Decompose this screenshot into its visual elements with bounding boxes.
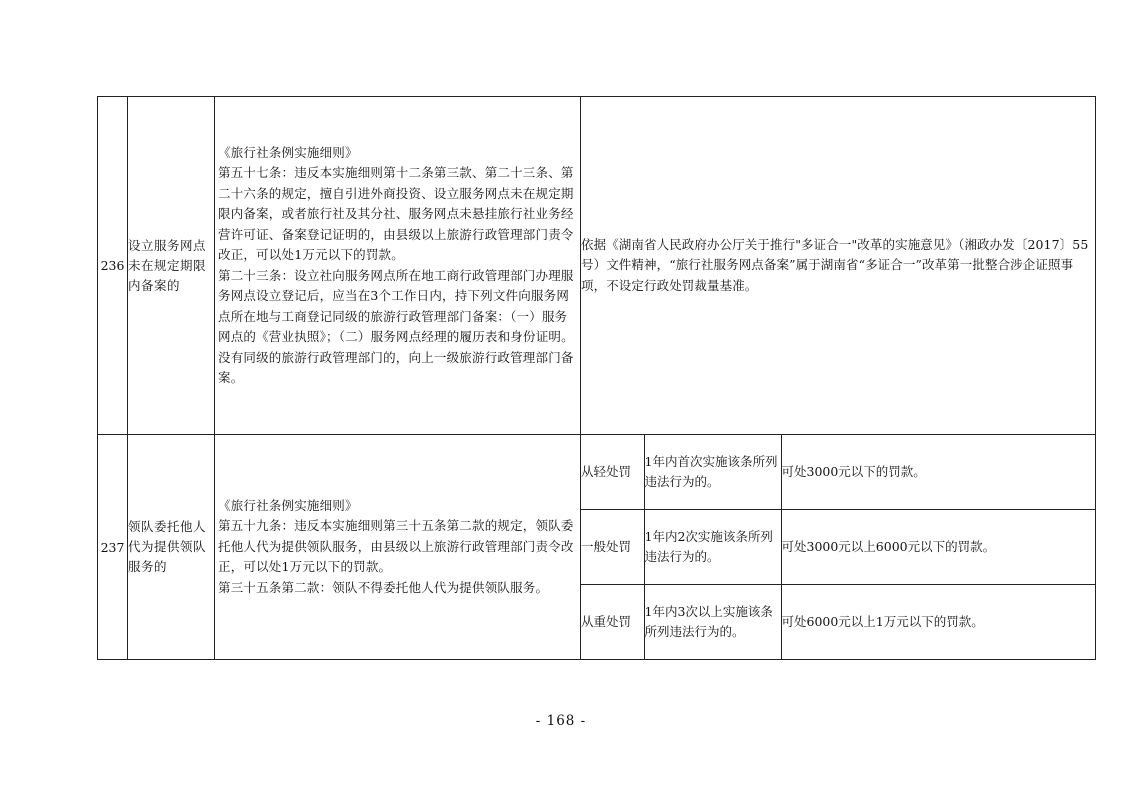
legal-basis-paragraph: 没有同级的旅游行政管理部门的，向上一级旅游行政管理部门备案。 bbox=[218, 349, 574, 385]
penalty-level: 从轻处罚 bbox=[581, 435, 644, 509]
penalty-level: 从重处罚 bbox=[581, 614, 632, 630]
discretion-levels-table bbox=[581, 435, 1096, 659]
penalty-amount: 可处3000元以上6000元以下的罚款。 bbox=[781, 509, 1096, 584]
discretion-level-row bbox=[581, 435, 1096, 509]
penalty-condition: 1年内首次实施该条所列违法行为的。 bbox=[644, 435, 781, 509]
discretion-level-row bbox=[581, 585, 1096, 659]
legal-basis-paragraph: 第二十三条：设立社向服务网点所在地工商行政管理部门办理服务网点设立登记后，应当在3个工作日内，持下列文件向服务网点所在地与工商登记同级的旅游行政管理部门备案：（一）服务网点的《营业执照》；（二）服务网点经理的履历表和身份证明。 bbox=[218, 267, 574, 344]
penalty-level: 一般处罚 bbox=[581, 509, 644, 584]
violation-name: 设立服务网点未在规定期限内备案的 bbox=[128, 97, 215, 435]
discretion-level-row bbox=[581, 509, 1096, 584]
discretion-levels-cell bbox=[581, 435, 1096, 660]
page-number: - 168 - bbox=[535, 713, 587, 729]
penalty-amount: 可处3000元以下的罚款。 bbox=[781, 435, 1096, 509]
penalty-condition: 1年内2次实施该条所列违法行为的。 bbox=[644, 509, 781, 584]
legal-basis-paragraph: 第五十七条：违反本实施细则第十二条第三款、第二十三条、第二十六条的规定，擅自引进外商投资、设立服务网点未在规定期限内备案，或者旅行社及其分社、服务网点未悬挂旅行社业务经营许可证、备案登记证明的，由县级以上旅游行政管理部门责令改正，可以处1万元以下的罚款。 bbox=[218, 165, 574, 262]
table-row bbox=[98, 97, 1096, 435]
legal-basis-paragraph: 第五十九条：违反本实施细则第三十五条第二款的规定，领队委托他人代为提供领队服务，由县级以上旅游行政管理部门责令改正，可以处1万元以下的罚款。 bbox=[218, 518, 574, 575]
row-number: 236 bbox=[98, 97, 128, 435]
legal-basis-paragraph: 《旅行社条例实施细则》 bbox=[218, 497, 358, 513]
discretion-note: 依据《湖南省人民政府办公厅关于推行"多证合一"改革的实施意见》（湘政办发〔2017〕55号）文件精神，“旅行社服务网点备案”属于湖南省“多证合一”改革第一批整合涉企证照事项，不设定行政处罚裁量基准。 bbox=[581, 97, 1096, 435]
legal-basis-paragraph: 第三十五条第二款：领队不得委托他人代为提供领队服务。 bbox=[218, 579, 549, 595]
row-number: 237 bbox=[98, 435, 128, 660]
legal-basis-cell bbox=[215, 97, 581, 435]
table-row bbox=[98, 435, 1096, 660]
penalty-standards-table bbox=[97, 96, 1096, 660]
penalty-amount: 可处6000元以上1万元以下的罚款。 bbox=[781, 585, 1096, 659]
legal-basis bbox=[215, 496, 580, 599]
legal-basis bbox=[215, 143, 580, 389]
penalty-condition: 1年内3次以上实施该条所列违法行为的。 bbox=[644, 585, 781, 659]
legal-basis-paragraph: 《旅行社条例实施细则》 bbox=[218, 144, 358, 160]
legal-basis-cell bbox=[215, 435, 581, 660]
violation-name: 领队委托他人代为提供领队服务的 bbox=[128, 435, 215, 660]
